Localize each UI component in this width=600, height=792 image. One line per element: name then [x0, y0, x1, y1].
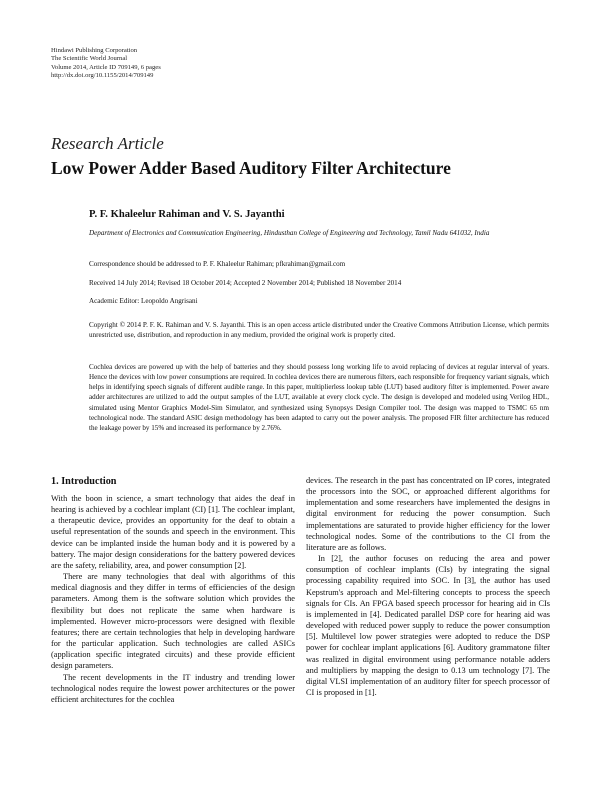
journal-header — [51, 47, 161, 80]
section-heading: 1. Introduction — [51, 476, 117, 487]
right-column — [306, 475, 550, 698]
correspondence: Correspondence should be addressed to P. F. Khaleelur Rahiman; pfkrahiman@gmail.com — [89, 260, 346, 268]
paragraph: The recent developments in the IT industry and trending lower technological nodes require the lowest power architectures or the power efficient architectures for the cochlea — [51, 672, 295, 704]
volume-line: Volume 2014, Article ID 709149, 6 pages — [51, 63, 161, 71]
article-dates: Received 14 July 2014; Revised 18 October 2014; Accepted 2 November 2014; Published 18 November 2014 — [89, 279, 402, 287]
author-list: P. F. Khaleelur Rahiman and V. S. Jayanthi — [89, 209, 285, 220]
left-column — [51, 493, 295, 705]
abstract: Cochlea devices are powered up with the help of batteries and they should possess long working life to avoid replacing of devices at regular interval of years. Hence the devices with low power consumptions are required. In cochlea devices there are numerous filters, each responsible for frequency variant signals, which helps in identifying speech signals of different audible range. In this paper, multiplierless lookup table (LUT) based auditory filter is implemented. Power aware adder architectures are utilized to add the output samples of the LUT, available at every clock cycle. The design is developed and modeled using Verilog HDL, simulated using Mentor Graphics Model-Sim Simulator, and synthesized using Synopsys Design Compiler tool. The design was mapped to TSMC 65 nm technological node. The standard ASIC design methodology has been adapted to carry out the power analysis. The proposed FIR filter architecture has reduced the leakage power by 15% and increased its performance by 2.76%. — [89, 363, 549, 432]
affiliation: Department of Electronics and Communication Engineering, Hindusthan College of Engineering and Technology, Tamil Nadu 641032, India — [89, 229, 490, 237]
article-type: Research Article — [51, 134, 164, 153]
paper-title: Low Power Adder Based Auditory Filter Architecture — [51, 158, 451, 178]
paragraph: devices. The research in the past has concentrated on IP cores, integrated the processors into the SOC, or approached different algorithms for implementation and some researchers have implemented the designs in digital environment for reducing the power consumption. Such implementations are saturated to provide higher efficiency for the lower technological nodes. Some of the contributions to the CI from the literature are as follows. — [306, 476, 550, 552]
academic-editor: Academic Editor: Leopoldo Angrisani — [89, 297, 198, 305]
publisher-name: Hindawi Publishing Corporation — [51, 47, 138, 54]
paragraph: There are many technologies that deal with algorithms of this medical diagnosis and they differ in terms of efficiencies of the design parameters. Among them is the software solution which provides the flexibility but does not replicate the same when hardware is implemented. However micro-processors were designed with flexible features; there are certain technologies that help in developing hardware for the particular application. Such technologies are called ASICs (application specific integrated circuits) and these provide efficient design parameters. — [51, 572, 295, 671]
paragraph: With the boon in science, a smart technology that aides the deaf in hearing is achieved by a cochlear implant (CI) [1]. The cochlear implant, a therapeutic device, provides an opportunity for the deaf to obtain a useful representation of the sounds and speech in the environment. This device can be implanted inside the human body and it is powered by a battery. The major design considerations for the battery powered devices are the safety, reliability, area, and power consumption [2]. — [51, 494, 295, 570]
doi-link[interactable]: http://dx.doi.org/10.1155/2014/709149 — [51, 71, 154, 79]
journal-name: The Scientific World Journal — [51, 55, 128, 63]
copyright-notice: Copyright © 2014 P. F. K. Rahiman and V. S. Jayanthi. This is an open access article distributed under the Creative Commons Attribution License, which permits unrestricted use, distribution, and reproduction in any medium, provided the original work is properly cited. — [89, 321, 549, 340]
paragraph: In [2], the author focuses on reducing the area and power consumption of cochlear implants (CIs) by integrating the signal processing capability required into SOC. In [3], the author has used Kepstrum's approach and Mel-filtering concepts to process the speech signals for CIs. An FPGA based speech processor for hearing aid in CIs is implemented in [4]. Dedicated parallel DSP core for hearing aid was developed with reduced power supply to reduce the power consumption [5]. Multilevel low power strategies were adopted to reduce the DSP power for cochlear implant applications [6]. Auditory grammatone filter was realized in digital environment using performance notable adders and multipliers by mapping the design to 0.13 um technology [7]. The digital VLSI implementation of an auditory filter for speech processor of CI is proposed in [1]. — [306, 554, 550, 697]
